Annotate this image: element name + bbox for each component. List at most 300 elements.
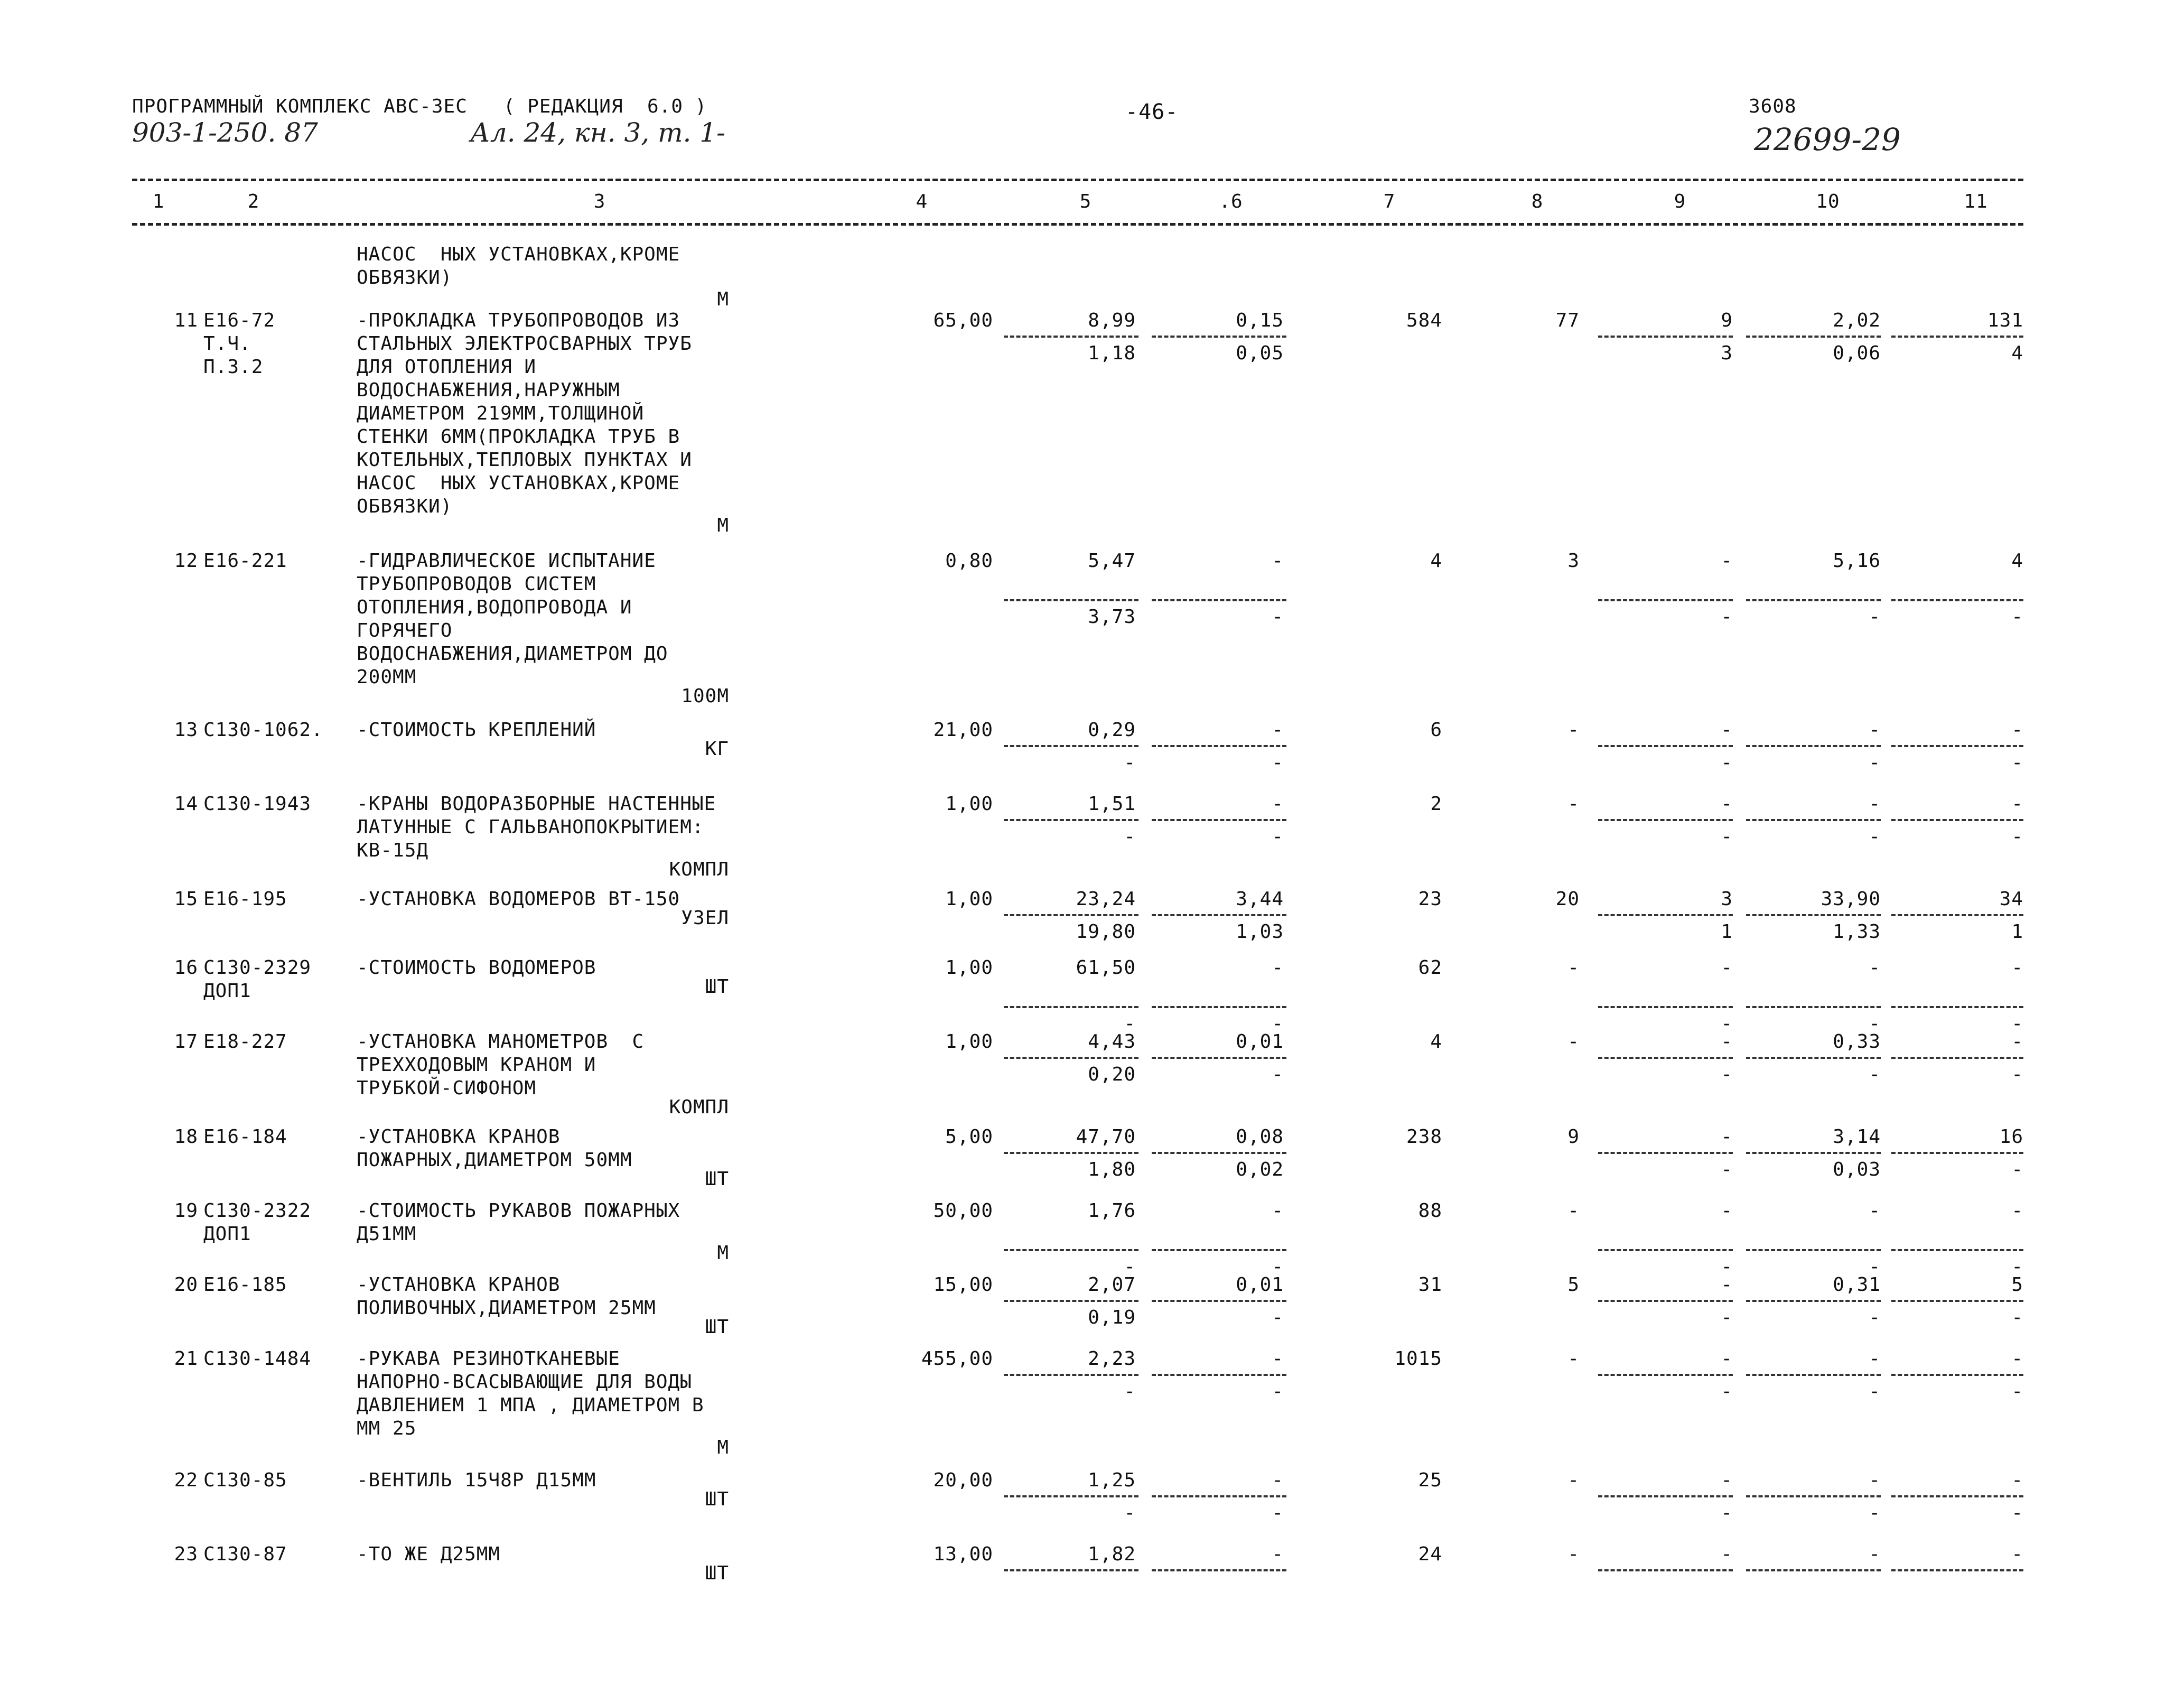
row-unit: М [717, 1437, 729, 1458]
cell-c9: - [1721, 1200, 1733, 1222]
cell-c7: 31 [1418, 1274, 1442, 1296]
row-description: ПОЖАРНЫХ,ДИАМЕТРОМ 50ММ [357, 1149, 632, 1171]
cell-c9: - [1721, 1348, 1733, 1370]
cell-c8: - [1567, 793, 1580, 815]
row-description: ЛАТУННЫЕ С ГАЛЬВАНОПОКРЫТИЕМ: [357, 816, 704, 838]
cell-c10: 0,33 [1833, 1031, 1881, 1053]
cell-c11: - [2011, 793, 2023, 815]
cell-c11b: - [2011, 1307, 2023, 1328]
row-description: ДИАМЕТРОМ 219ММ,ТОЛЩИНОЙ [357, 403, 645, 424]
cell-separator [1891, 1152, 2023, 1154]
row-number: 18 [174, 1126, 198, 1148]
cell-c5b: - [1124, 1381, 1136, 1402]
cell-c11b: 1 [2011, 921, 2023, 943]
column-header-6: .6 [1219, 191, 1243, 212]
cell-c6b: 0,05 [1236, 342, 1284, 364]
row-description: -КРАНЫ ВОДОРАЗБОРНЫЕ НАСТЕННЫЕ [357, 793, 716, 815]
cell-c8: 9 [1567, 1126, 1580, 1148]
row-unit: М [717, 515, 729, 536]
row-description: ММ 25 [357, 1418, 417, 1439]
cell-separator [1152, 1374, 1286, 1376]
cell-c6: 0,15 [1236, 310, 1284, 331]
cell-c7: 6 [1430, 719, 1442, 741]
cell-c10b: - [1869, 1064, 1881, 1085]
cell-c4: 13,00 [933, 1543, 993, 1565]
cell-c5b: 1,80 [1088, 1159, 1136, 1180]
cell-c5: 1,82 [1088, 1543, 1136, 1565]
row-number: 19 [174, 1200, 198, 1222]
row-code: ДОП1 [203, 1223, 251, 1245]
row-description: ТРЕХХОДОВЫМ КРАНОМ И [357, 1054, 596, 1076]
cell-c9b: - [1721, 1159, 1733, 1180]
row-code: С130-1062. [203, 719, 323, 741]
cell-c8: - [1567, 1031, 1580, 1053]
row-description: КВ-15Д [357, 840, 429, 861]
cell-c4: 21,00 [933, 719, 993, 741]
cell-c9b: - [1721, 1064, 1733, 1085]
cell-c6: 0,08 [1236, 1126, 1284, 1148]
cell-c5: 47,70 [1076, 1126, 1136, 1148]
cell-c6: - [1272, 719, 1284, 741]
cell-c6: - [1272, 1348, 1284, 1370]
column-header-10: 10 [1816, 191, 1840, 212]
cell-c5: 1,51 [1088, 793, 1136, 815]
row-code: Е16-185 [203, 1274, 287, 1296]
row-description: ПОЛИВОЧНЫХ,ДИАМЕТРОМ 25ММ [357, 1297, 656, 1319]
cell-c4: 20,00 [933, 1469, 993, 1491]
row-unit: ШТ [705, 1168, 729, 1190]
cell-separator [1004, 819, 1138, 821]
cell-c11: - [2011, 1543, 2023, 1565]
cell-c11: 34 [1999, 888, 2023, 910]
cell-c10b: - [1869, 1502, 1881, 1524]
cell-separator [1152, 1006, 1286, 1008]
cell-c10b: - [1869, 1381, 1881, 1402]
cell-separator [1598, 1152, 1733, 1154]
row-number: 20 [174, 1274, 198, 1296]
cell-c9: 9 [1721, 310, 1733, 331]
row-description: Д51ММ [357, 1223, 417, 1245]
cell-c10: 3,14 [1833, 1126, 1881, 1148]
cell-separator [1746, 1152, 1881, 1154]
cell-separator [1891, 914, 2023, 916]
cell-separator [1152, 819, 1286, 821]
cell-c7: 4 [1430, 550, 1442, 572]
cell-c7: 24 [1418, 1543, 1442, 1565]
row-number: 13 [174, 719, 198, 741]
row-code: С130-1943 [203, 793, 312, 815]
cell-c9: - [1721, 1469, 1733, 1491]
row-code: С130-85 [203, 1469, 287, 1491]
cell-separator [1598, 599, 1733, 601]
cell-separator [1004, 1569, 1138, 1571]
row-number: 16 [174, 957, 198, 979]
row-unit: ШТ [705, 1488, 729, 1510]
cell-c4: 1,00 [945, 888, 993, 910]
cell-c4: 15,00 [933, 1274, 993, 1296]
column-header-2: 2 [247, 191, 260, 212]
cell-separator [1891, 1300, 2023, 1302]
cell-c7: 2 [1430, 793, 1442, 815]
row-number: 23 [174, 1543, 198, 1565]
column-header-8: 8 [1531, 191, 1544, 212]
cell-c9b: 1 [1721, 921, 1733, 943]
cell-c10: - [1869, 719, 1881, 741]
cell-separator [1891, 1569, 2023, 1571]
cell-c8: 5 [1567, 1274, 1580, 1296]
cell-separator [1152, 336, 1286, 338]
cell-c5: 1,76 [1088, 1200, 1136, 1222]
row-number: 11 [174, 310, 198, 331]
cell-c7: 88 [1418, 1200, 1442, 1222]
cell-c9b: - [1721, 1502, 1733, 1524]
cell-c10b: 1,33 [1833, 921, 1881, 943]
cell-c6b: - [1272, 1307, 1284, 1328]
cell-separator [1598, 1374, 1733, 1376]
cell-c11: - [2011, 1200, 2023, 1222]
column-header-11: 11 [1964, 191, 1988, 212]
cell-separator [1004, 336, 1138, 338]
cell-separator [1598, 819, 1733, 821]
cell-c5: 61,50 [1076, 957, 1136, 979]
cell-separator [1891, 1374, 2023, 1376]
cell-c5: 5,47 [1088, 550, 1136, 572]
row-code: Е16-184 [203, 1126, 287, 1148]
cell-c9b: - [1721, 606, 1733, 628]
cell-c10b: 0,06 [1833, 342, 1881, 364]
cell-c7: 238 [1406, 1126, 1442, 1148]
cell-c6b: 1,03 [1236, 921, 1284, 943]
cell-c4: 65,00 [933, 310, 993, 331]
cell-c6: - [1272, 793, 1284, 815]
cell-c11: - [2011, 957, 2023, 979]
header-rule-top [132, 179, 2023, 181]
cell-c11b: - [2011, 1502, 2023, 1524]
row-description: -СТОИМОСТЬ РУКАВОВ ПОЖАРНЫХ [357, 1200, 680, 1222]
cell-c5b: - [1124, 1502, 1136, 1524]
cell-c9b: - [1721, 752, 1733, 774]
row-description: -ПРОКЛАДКА ТРУБОПРОВОДОВ ИЗ [357, 310, 680, 331]
cell-c7: 4 [1430, 1031, 1442, 1053]
cell-c8: - [1567, 1469, 1580, 1491]
cell-separator [1891, 1495, 2023, 1497]
column-header-4: 4 [916, 191, 928, 212]
row-description: ТРУБОПРОВОДОВ СИСТЕМ [357, 573, 596, 595]
cell-separator [1746, 1249, 1881, 1251]
row-description: ВОДОСНАБЖЕНИЯ,НАРУЖНЫМ [357, 379, 620, 401]
cell-separator [1598, 1495, 1733, 1497]
cell-c6: - [1272, 550, 1284, 572]
cell-c10: - [1869, 957, 1881, 979]
cell-c6: 0,01 [1236, 1274, 1284, 1296]
row-code: С130-2322 [203, 1200, 312, 1222]
handwritten-album-ref: Ал. 24, кн. 3, т. 1- [470, 117, 725, 148]
cell-separator [1598, 1057, 1733, 1059]
cell-separator [1598, 1300, 1733, 1302]
cell-c6: - [1272, 1543, 1284, 1565]
cell-c10b: - [1869, 752, 1881, 774]
row-description: ОТОПЛЕНИЯ,ВОДОПРОВОДА И [357, 597, 632, 618]
row-unit: ШТ [705, 1562, 729, 1584]
row-description: -УСТАНОВКА МАНОМЕТРОВ С [357, 1031, 645, 1053]
cell-c8: 77 [1555, 310, 1580, 331]
cell-c4: 0,80 [945, 550, 993, 572]
cell-c9b: - [1721, 826, 1733, 848]
cell-c11b: - [2011, 826, 2023, 848]
row-description: НАСОС НЫХ УСТАНОВКАХ,КРОМЕ [357, 472, 680, 494]
cell-separator [1004, 914, 1138, 916]
handwritten-document-number: 22699-29 [1754, 122, 1901, 157]
row-code: П.3.2 [203, 356, 264, 378]
cell-separator [1152, 914, 1286, 916]
cell-c6b: - [1272, 1381, 1284, 1402]
cell-separator [1152, 1569, 1286, 1571]
row-description: -УСТАНОВКА КРАНОВ [357, 1126, 561, 1148]
row-description: ДАВЛЕНИЕМ 1 МПА , ДИАМЕТРОМ В [357, 1394, 704, 1416]
row-description: ГОРЯЧЕГО [357, 620, 453, 641]
cell-c10: - [1869, 1348, 1881, 1370]
row-number: 22 [174, 1469, 198, 1491]
cell-c10b: 0,03 [1833, 1159, 1881, 1180]
cell-separator [1891, 1249, 2023, 1251]
cell-c10b: - [1869, 606, 1881, 628]
cell-c8: - [1567, 1200, 1580, 1222]
cell-c5b: 1,18 [1088, 342, 1136, 364]
cell-separator [1746, 819, 1881, 821]
cell-c10: 0,31 [1833, 1274, 1881, 1296]
cell-separator [1746, 1374, 1881, 1376]
cell-c10b: - [1869, 1256, 1881, 1278]
row-code: С130-2329 [203, 957, 312, 979]
cell-c10: 5,16 [1833, 550, 1881, 572]
cell-c6: 3,44 [1236, 888, 1284, 910]
row-number: 21 [174, 1348, 198, 1370]
cell-c10b: - [1869, 1307, 1881, 1328]
cell-c5: 23,24 [1076, 888, 1136, 910]
cell-c9: - [1721, 1126, 1733, 1148]
continuation-desc-line: НАСОС НЫХ УСТАНОВКАХ,КРОМЕ [357, 244, 680, 265]
cell-c5b: 3,73 [1088, 606, 1136, 628]
cell-c6b: - [1272, 1064, 1284, 1085]
cell-c5b: 0,19 [1088, 1307, 1136, 1328]
cell-c7: 62 [1418, 957, 1442, 979]
cell-separator [1746, 599, 1881, 601]
cell-c6b: - [1272, 1256, 1284, 1278]
continuation-unit: М [717, 288, 729, 310]
cell-c11b: - [2011, 1256, 2023, 1278]
row-description: -УСТАНОВКА КРАНОВ [357, 1274, 561, 1296]
cell-c9b: - [1721, 1256, 1733, 1278]
cell-c11b: - [2011, 1159, 2023, 1180]
cell-c5: 4,43 [1088, 1031, 1136, 1053]
column-header-5: 5 [1079, 191, 1092, 212]
cell-separator [1598, 1249, 1733, 1251]
cell-c10: 33,90 [1821, 888, 1881, 910]
cell-separator [1152, 1249, 1286, 1251]
row-description: 200ММ [357, 666, 417, 688]
handwritten-project-code: 903-1-250. 87 [132, 117, 318, 148]
cell-c9: - [1721, 719, 1733, 741]
cell-separator [1746, 1495, 1881, 1497]
cell-c11: - [2011, 719, 2023, 741]
cell-separator [1152, 745, 1286, 747]
row-unit: М [717, 1242, 729, 1264]
cell-c5b: - [1124, 1256, 1136, 1278]
cell-c11b: - [2011, 752, 2023, 774]
cell-separator [1152, 1300, 1286, 1302]
row-description: -СТОИМОСТЬ ВОДОМЕРОВ [357, 957, 596, 979]
cell-separator [1152, 1495, 1286, 1497]
cell-c4: 1,00 [945, 793, 993, 815]
cell-c9b: - [1721, 1307, 1733, 1328]
cell-separator [1746, 336, 1881, 338]
row-code: Е16-221 [203, 550, 287, 572]
cell-separator [1004, 1057, 1138, 1059]
cell-separator [1891, 599, 2023, 601]
row-number: 15 [174, 888, 198, 910]
cell-c10: - [1869, 1200, 1881, 1222]
cell-c9: - [1721, 793, 1733, 815]
cell-separator [1152, 1057, 1286, 1059]
cell-c10b: - [1869, 826, 1881, 848]
cell-separator [1891, 1057, 2023, 1059]
cell-separator [1746, 1569, 1881, 1571]
cell-c10: - [1869, 1543, 1881, 1565]
cell-c5b: - [1124, 1013, 1136, 1035]
cell-c7: 584 [1406, 310, 1442, 331]
cell-c10: - [1869, 793, 1881, 815]
cell-c10: - [1869, 1469, 1881, 1491]
cell-c11b: - [2011, 1064, 2023, 1085]
cell-separator [1004, 1495, 1138, 1497]
row-unit: КОМПЛ [669, 1096, 729, 1118]
cell-c5b: - [1124, 752, 1136, 774]
cell-separator [1746, 1300, 1881, 1302]
cell-c8: - [1567, 719, 1580, 741]
row-description: СТЕНКИ 6ММ(ПРОКЛАДКА ТРУБ В [357, 426, 680, 448]
cell-c9: - [1721, 1543, 1733, 1565]
cell-c9: - [1721, 1274, 1733, 1296]
cell-separator [1152, 599, 1286, 601]
row-description: ВОДОСНАБЖЕНИЯ,ДИАМЕТРОМ ДО [357, 643, 668, 665]
cell-c6b: - [1272, 1013, 1284, 1035]
cell-separator [1746, 1006, 1881, 1008]
cell-c10b: - [1869, 1013, 1881, 1035]
row-unit: КОМПЛ [669, 859, 729, 880]
cell-separator [1152, 1152, 1286, 1154]
cell-c11: 4 [2011, 550, 2023, 572]
cell-c6: - [1272, 1200, 1284, 1222]
row-description: -УСТАНОВКА ВОДОМЕРОВ ВТ-150 [357, 888, 680, 910]
cell-c9b: - [1721, 1013, 1733, 1035]
row-description: ДЛЯ ОТОПЛЕНИЯ И [357, 356, 537, 378]
cell-c8: - [1567, 957, 1580, 979]
cell-c9b: - [1721, 1381, 1733, 1402]
cell-c11b: 4 [2011, 342, 2023, 364]
row-code: Е16-195 [203, 888, 287, 910]
cell-c11: - [2011, 1469, 2023, 1491]
cell-separator [1004, 599, 1138, 601]
cell-c7: 1015 [1394, 1348, 1442, 1370]
row-code: Е18-227 [203, 1031, 287, 1053]
row-number: 14 [174, 793, 198, 815]
row-code: ДОП1 [203, 980, 251, 1002]
cell-separator [1004, 1300, 1138, 1302]
row-description: НАПОРНО-ВСАСЫВАЮЩИЕ ДЛЯ ВОДЫ [357, 1371, 692, 1393]
cell-separator [1598, 1006, 1733, 1008]
cell-separator [1598, 1569, 1733, 1571]
sheet-code: 3608 [1749, 96, 1797, 117]
cell-c5b: - [1124, 826, 1136, 848]
cell-c9b: 3 [1721, 342, 1733, 364]
cell-c6b: - [1272, 1502, 1284, 1524]
row-description: -СТОИМОСТЬ КРЕПЛЕНИЙ [357, 719, 596, 741]
column-header-7: 7 [1383, 191, 1396, 212]
cell-c8: - [1567, 1348, 1580, 1370]
cell-c4: 5,00 [945, 1126, 993, 1148]
row-number: 17 [174, 1031, 198, 1053]
cell-c4: 1,00 [945, 957, 993, 979]
row-description: -ВЕНТИЛЬ 15Ч8Р Д15ММ [357, 1469, 596, 1491]
cell-separator [1746, 745, 1881, 747]
cell-c4: 1,00 [945, 1031, 993, 1053]
cell-c5b: 19,80 [1076, 921, 1136, 943]
cell-separator [1746, 914, 1881, 916]
cell-c11: 16 [1999, 1126, 2023, 1148]
cell-separator [1004, 1006, 1138, 1008]
column-header-1: 1 [152, 191, 165, 212]
cell-c11b: - [2011, 1013, 2023, 1035]
cell-c5: 2,23 [1088, 1348, 1136, 1370]
cell-separator [1891, 819, 2023, 821]
cell-c6b: - [1272, 606, 1284, 628]
cell-c11b: - [2011, 606, 2023, 628]
cell-c9: - [1721, 550, 1733, 572]
cell-c6: - [1272, 957, 1284, 979]
cell-separator [1598, 914, 1733, 916]
cell-c6b: - [1272, 752, 1284, 774]
cell-separator [1004, 1374, 1138, 1376]
cell-separator [1746, 1057, 1881, 1059]
cell-separator [1891, 336, 2023, 338]
cell-c10: 2,02 [1833, 310, 1881, 331]
cell-c4: 455,00 [921, 1348, 993, 1370]
cell-separator [1004, 745, 1138, 747]
row-code: Е16-72 [203, 310, 276, 331]
cell-c11b: - [2011, 1381, 2023, 1402]
cell-separator [1004, 1249, 1138, 1251]
page-number: -46- [1125, 100, 1179, 124]
row-description: СТАЛЬНЫХ ЭЛЕКТРОСВАРНЫХ ТРУБ [357, 333, 692, 355]
cell-c11: - [2011, 1031, 2023, 1053]
cell-c6: 0,01 [1236, 1031, 1284, 1053]
cell-separator [1598, 745, 1733, 747]
row-description: -РУКАВА РЕЗИНОТКАНЕВЫЕ [357, 1348, 620, 1370]
cell-c9: 3 [1721, 888, 1733, 910]
cell-c7: 25 [1418, 1469, 1442, 1491]
cell-c8: - [1567, 1543, 1580, 1565]
cell-c8: 20 [1555, 888, 1580, 910]
continuation-desc-line: ОБВЯЗКИ) [357, 267, 453, 288]
cell-separator [1891, 1006, 2023, 1008]
row-unit: ШТ [705, 976, 729, 998]
column-header-9: 9 [1674, 191, 1686, 212]
row-code: С130-87 [203, 1543, 287, 1565]
cell-c7: 23 [1418, 888, 1442, 910]
cell-c11: 131 [1987, 310, 2023, 331]
row-unit: КГ [705, 738, 729, 760]
row-code: Т.Ч. [203, 333, 251, 355]
